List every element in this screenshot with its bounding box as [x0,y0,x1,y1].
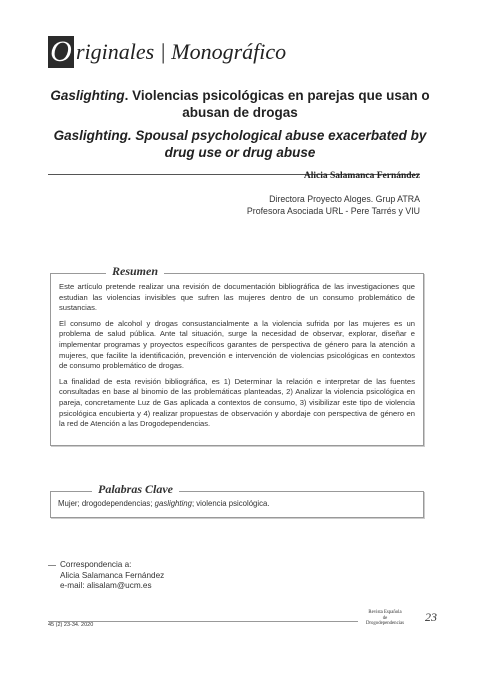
author-affiliation-1: Directora Proyecto Aloges. Grup ATRA [269,194,420,204]
footer-citation: 45 (2) 23-34. 2020 [48,622,94,628]
journal-line: Revista Española [368,610,402,615]
correspondence-rule [48,565,56,566]
abstract-body [59,282,415,435]
correspondence-email[interactable]: e-mail: alisalam@ucm.es [60,581,152,590]
journal-name [360,610,410,627]
correspondence-label: Correspondencia a: [60,560,132,569]
page-number: 23 [425,610,437,624]
section-title: riginales | Monográfico [76,39,287,64]
footer-rule [48,621,358,622]
abstract-heading: Resumen [106,264,164,279]
abstract-box [50,273,424,446]
correspondence-block [60,560,164,592]
journal-line: de [382,615,388,621]
section-header [48,36,448,70]
section-initial-badge: O [48,36,74,68]
author-name: Alicia Salamanca Fernández [303,171,420,181]
title-rest: . Violencias psicológicas en parejas que usan o abusan de drogas [124,88,430,120]
keywords-text [58,499,418,508]
correspondence-name: Alicia Salamanca Fernández [60,570,165,580]
author-affiliation-2: Profesora Asociada URL - Pere Tarrés y VIU [246,206,420,216]
keywords-part: Mujer; drogodependencias; [58,499,155,508]
article-title-english: Gaslighting. Spousal psychological abuse exacerbated by drug use or drug abuse [53,128,427,160]
journal-line: Drogodependencias [365,621,405,627]
article-title-spanish [40,87,440,121]
keywords-heading: Palabras Clave [92,482,179,497]
keywords-part: ; violencia psicológica. [191,499,270,508]
abstract-paragraph: La finalidad de esta revisión bibliográfica, es 1) Determinar la relación e interpretar de las fuentes consultadas en base al binomio de las problemáticas planteadas, 2) Analizar la violencia psicológica en pareja, concretamente Luz de Gas aplicada a contextos de consumo, 3) visibilizar este tipo de violencia psicológica encubierta y 4) realizar propuestas de observación y abordaje con perspectiva de género en la red de Atención a las Drogodependencias. [59,376,415,429]
abstract-paragraph: Este artículo pretende realizar una revisión de documentación bibliográfica de las investigaciones que estudian las violencias invisibles que sufren las mujeres dentro de un consumo problemático de sustancias. [59,282,415,313]
title-lead-italic: Gaslighting [50,88,125,103]
keyword-italic: gaslighting [154,499,192,508]
abstract-paragraph: El consumo de alcohol y drogas consustancialmente a la violencia sufrida por las mujeres es un problema de salud pública. Ante tal situación, surge la necesidad de observar, explorar, diseñar e implementar programas y proyectos específicos garantes de perspectiva de género para la atención a mujeres, que facilite la identificación, prevención e intervención de violencias psicológicas en contextos de consumo problemático de drogas. [59,318,415,371]
